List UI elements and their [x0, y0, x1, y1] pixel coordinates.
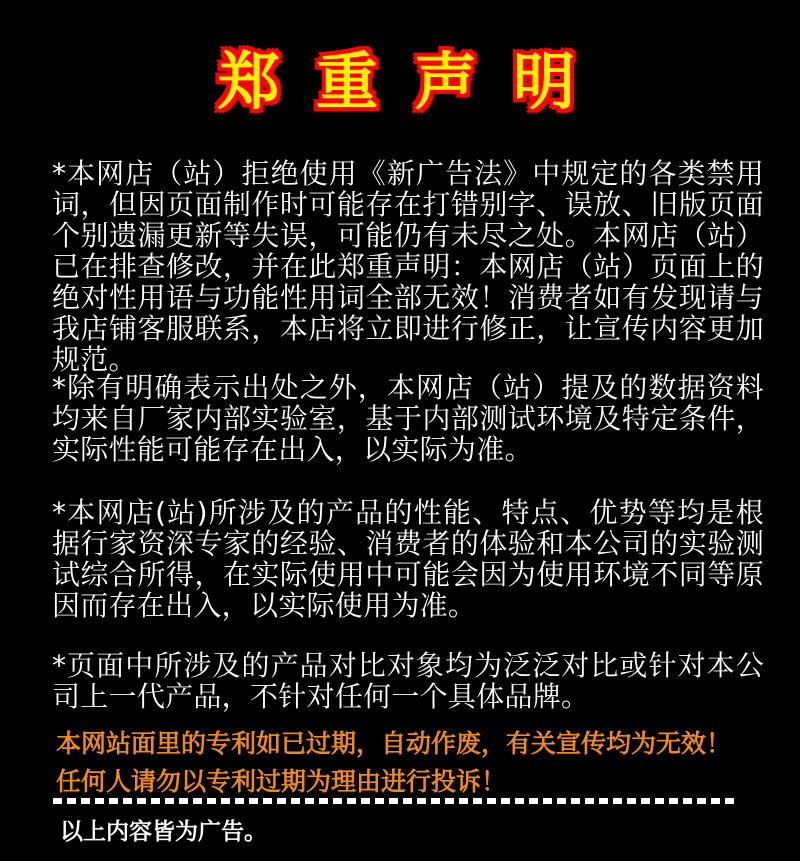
page-title: 郑 重 声 明	[217, 45, 583, 118]
disclaimer-paragraph-banned-words: *本网店（站）拒绝使用《新广告法》中规定的各类禁用词，但因页面制作时可能存在打错别字、误放、旧版页面个别遗漏更新等失误，可能仍有未尽之处。本网店（站）已在排查修改，并在此郑重声明：本网店（站）页面上的绝对性用语与功能性用词全部无效！消费者如有发现请与我店铺客服联系，本店将立即进行修正，让宣传内容更加规范。	[52, 157, 764, 376]
disclaimer-paragraph-comparison: *页面中所涉及的产品对比对象均为泛泛对比或针对本公司上一代产品，不针对任何一个具体品牌。	[52, 649, 764, 713]
disclaimer-paragraph-data-sources: *除有明确表示出处之外，本网店（站）提及的数据资料均来自厂家内部实验室，基于内部测试环境及特定条件，实际性能可能存在出入，以实际为准。	[52, 371, 764, 466]
disclaimer-paragraph-product-performance: *本网店(站)所涉及的产品的性能、特点、优势等均是根据行家资深专家的经验、消费者的体验和本公司的实验测试综合所得，在实际使用中可能会因为使用环境不同等原因而存在出入，以实际使用为准。	[52, 496, 764, 622]
patent-notice-line-1: 本网站面里的专利如已过期，自动作废，有关宣传均为无效！	[56, 729, 732, 758]
footer-ad-statement: 以上内容皆为广告。	[60, 819, 267, 845]
patent-notice-line-2: 任何人请勿以专利过期为理由进行投诉！	[56, 767, 507, 796]
dashed-divider	[53, 798, 737, 804]
